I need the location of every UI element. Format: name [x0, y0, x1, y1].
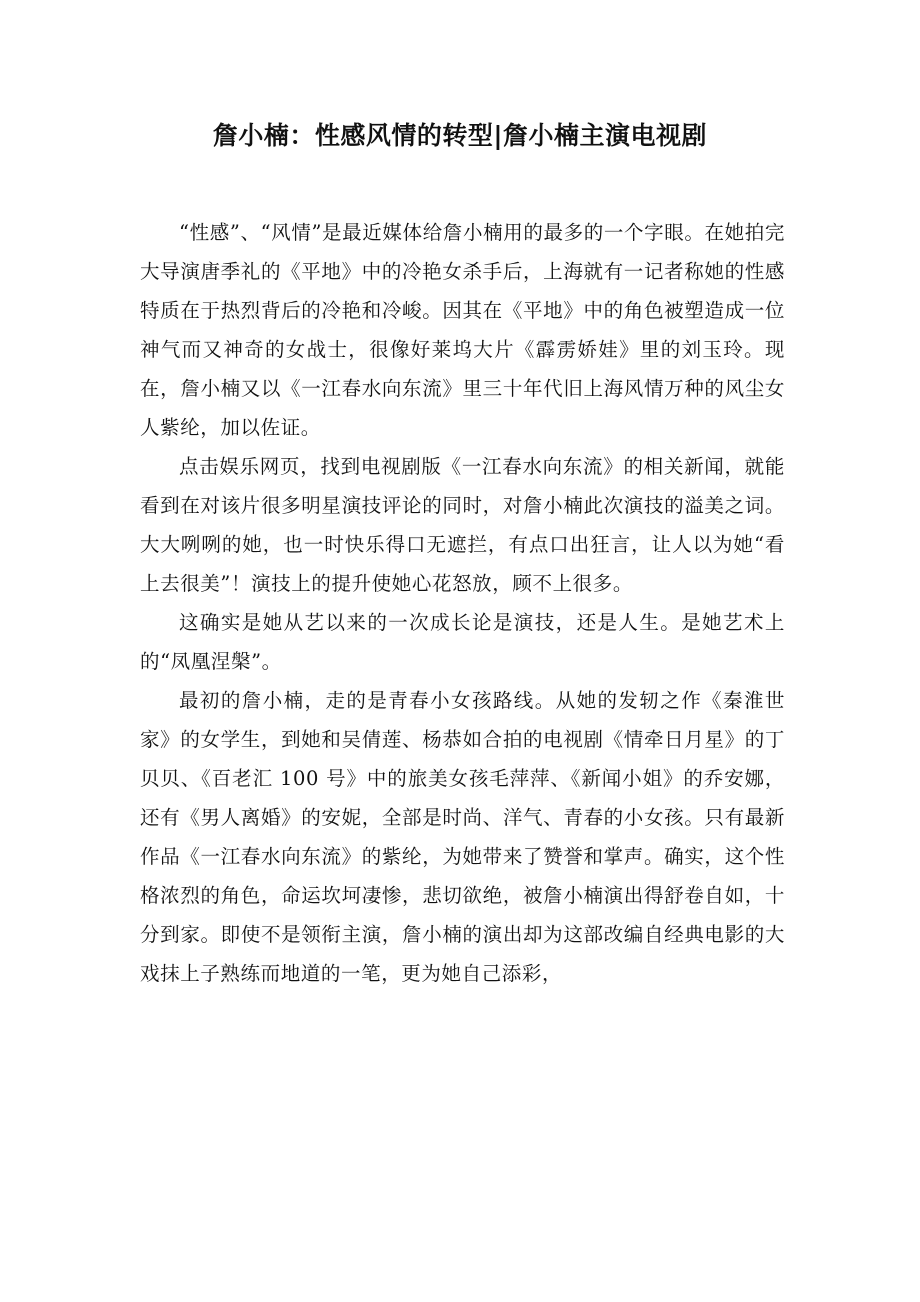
- paragraph: “性感”、“风情”是最近媒体给詹小楠用的最多的一个字眼。在她拍完大导演唐季礼的《平地》中的冷艳女杀手后，上海就有一记者称她的性感特质在于热烈背后的冷艳和冷峻。因其在《平地》中的角色被塑造成一位神气而又神奇的女战士，很像好莱坞大片《霹雳娇娃》里的刘玉玲。现在，詹小楠又以《一江春水向东流》里三十年代旧上海风情万种的风尘女人紫纶，加以佐证。: [140, 221, 785, 439]
- paragraph: 点击娱乐网页，找到电视剧版《一江春水向东流》的相关新闻，就能看到在对该片很多明星演技评论的同时，对詹小楠此次演技的溢美之词。大大咧咧的她，也一时快乐得口无遮拦，有点口出狂言，让人以为她“看上去很美”！演技上的提升使她心花怒放，顾不上很多。: [140, 455, 785, 595]
- document-body: [140, 213, 785, 993]
- paragraph: 这确实是她从艺以来的一次成长论是演技，还是人生。是她艺术上的“凤凰涅槃”。: [140, 611, 785, 673]
- document-title: 詹小楠：性感风情的转型|詹小楠主演电视剧: [212, 121, 708, 150]
- paragraph: 最初的詹小楠，走的是青春小女孩路线。从她的发轫之作《秦淮世家》的女学生，到她和吴倩莲、杨恭如合拍的电视剧《情牵日月星》的丁贝贝、《百老汇 100 号》中的旅美女孩毛萍萍、《新闻小姐》的乔安娜，还有《男人离婚》的安妮，全部是时尚、洋气、青春的小女孩。只有最新作品《一江春水向东流》的紫纶，为她带来了赞誉和掌声。确实，这个性格浓烈的角色，命运坎坷凄惨，悲切欲绝，被詹小楠演出得舒卷自如，十分到家。即使不是领衔主演，詹小楠的演出却为这部改编自经典电影的大戏抹上子熟练而地道的一笔，更为她自己添彩，: [140, 689, 785, 985]
